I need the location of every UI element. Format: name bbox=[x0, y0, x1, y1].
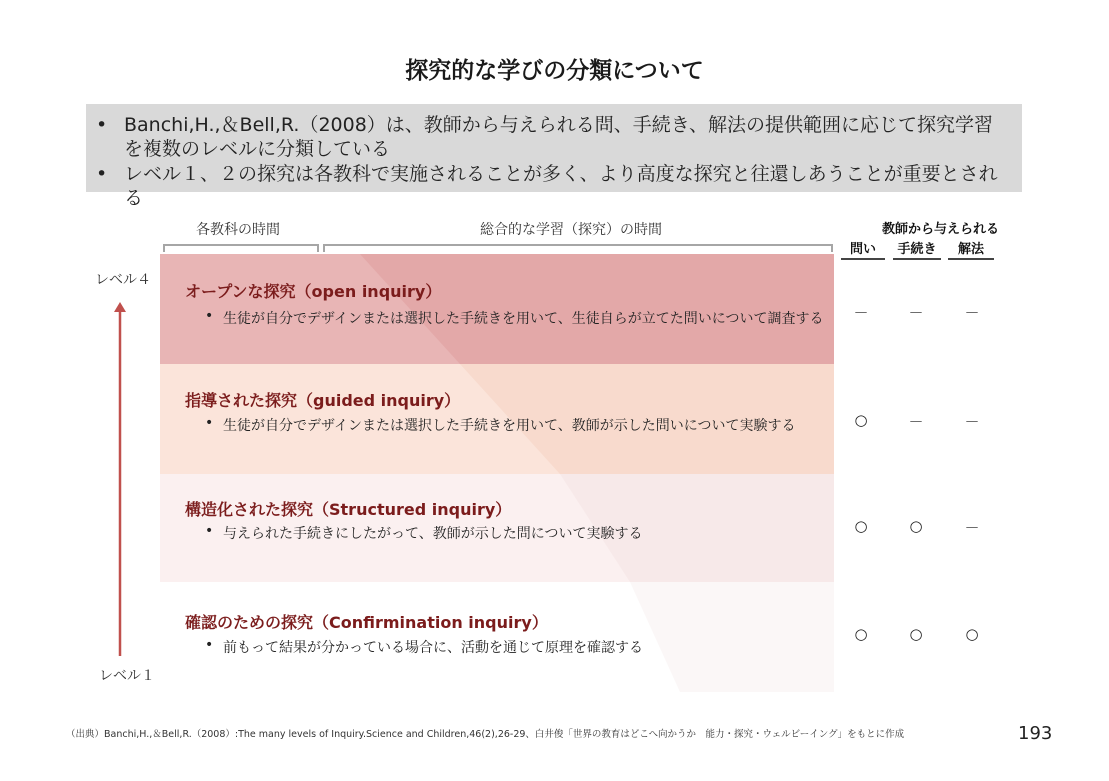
summary-bullet-text: レベル１、２の探究は各教科で実施されることが多く、より高度な探究と往還しあうことが重要とされる bbox=[124, 163, 998, 209]
level-1-label: レベル１ bbox=[99, 668, 155, 684]
source-citation: （出典）Banchi,H.,＆Bell,R.（2008）:The many levels of Inquiry.Science and Children,46(2),26-29、白井俊「世界の教育はどこへ向かうか 能力・探究・ウェルビーイング」をもとに作成 bbox=[66, 729, 905, 740]
mark-procedure: ○ bbox=[909, 517, 923, 535]
column-header-procedure: 手続き bbox=[893, 238, 941, 260]
mark-question: ○ bbox=[854, 517, 868, 535]
integrated-time-bracket bbox=[323, 244, 833, 252]
mark-solution: － bbox=[964, 519, 980, 537]
mark-procedure: － bbox=[908, 304, 924, 322]
page-title: 探究的な学びの分類について bbox=[405, 58, 704, 84]
summary-box: • Banchi,H.,＆Bell,R.（2008）は、教師から与えられる問、手続き、解法の提供範囲に応じて探究学習を複数のレベルに分類している • レベル１、２の探究は各教科で実施されることが多く、より高度な探究と往還しあうことが重要とされる bbox=[86, 104, 1022, 192]
column-header-solution: 解法 bbox=[948, 238, 994, 260]
mark-solution: － bbox=[964, 304, 980, 322]
mark-solution: － bbox=[964, 413, 980, 431]
integrated-time-label: 総合的な学習（探究）の時間 bbox=[480, 222, 662, 238]
subject-time-bracket bbox=[163, 244, 319, 252]
given-by-teacher-label: 教師から与えられる bbox=[882, 222, 1000, 237]
band-title: オープンな探究（open inquiry） bbox=[185, 282, 442, 301]
column-header-question: 問い bbox=[841, 238, 885, 260]
summary-bullet-text: Banchi,H.,＆Bell,R.（2008）は、教師から与えられる問、手続き、解法の提供範囲に応じて探究学習を複数のレベルに分類している bbox=[124, 114, 994, 160]
mark-question: ○ bbox=[854, 625, 868, 643]
band-title: 確認のための探究（Confirmination inquiry） bbox=[185, 613, 548, 632]
mark-procedure: － bbox=[908, 413, 924, 431]
level-4-label: レベル４ bbox=[95, 272, 151, 288]
mark-procedure: ○ bbox=[909, 625, 923, 643]
band-title: 指導された探究（guided inquiry） bbox=[185, 391, 461, 410]
level-arrow bbox=[110, 300, 130, 658]
band-title: 構造化された探究（Structured inquiry） bbox=[185, 500, 512, 519]
page-number: 193 bbox=[1018, 723, 1053, 744]
mark-solution: ○ bbox=[965, 625, 979, 643]
subject-time-label: 各教科の時間 bbox=[196, 222, 280, 238]
mark-question: － bbox=[853, 304, 869, 322]
mark-question: ○ bbox=[854, 411, 868, 429]
